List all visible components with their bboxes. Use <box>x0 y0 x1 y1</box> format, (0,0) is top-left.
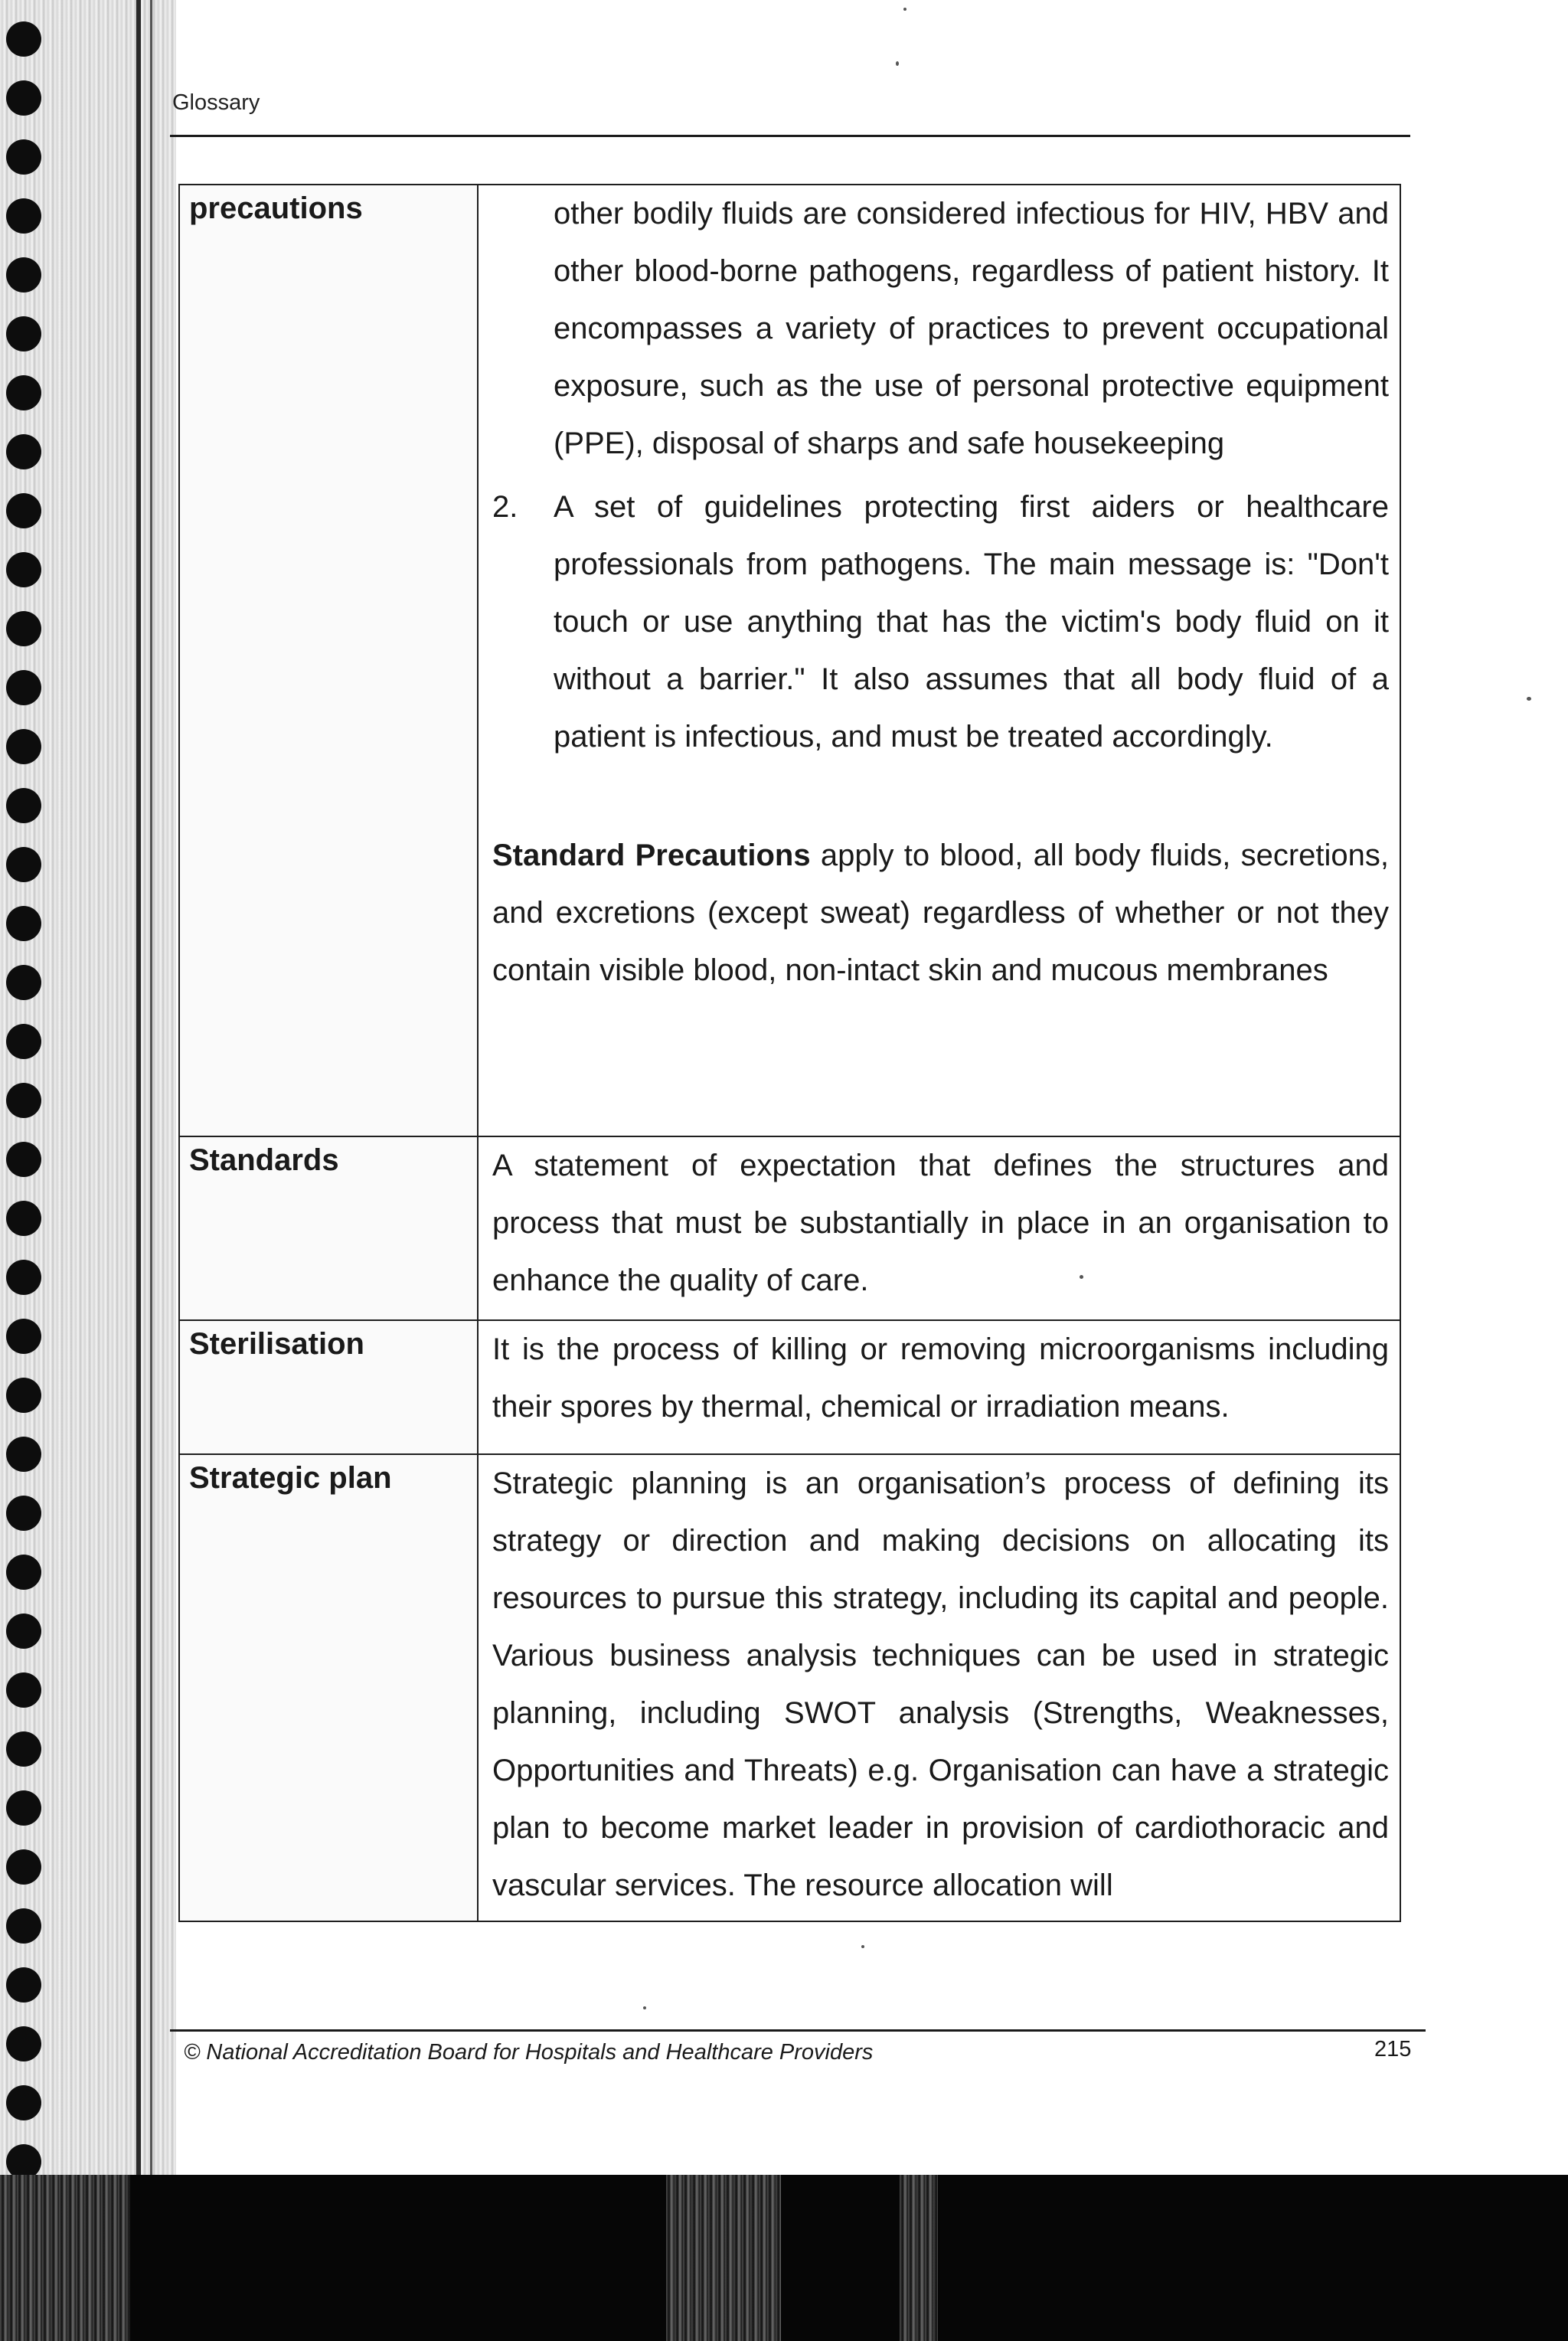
binding-hole <box>6 1849 41 1885</box>
binding-hole <box>6 80 41 116</box>
binding-hole <box>6 1378 41 1413</box>
binding-hole <box>6 139 41 175</box>
binding-spine <box>150 0 152 2175</box>
binding-hole <box>6 1731 41 1767</box>
scan-speck <box>861 1945 864 1948</box>
binding-hole <box>6 1142 41 1177</box>
glossary-definition <box>478 185 1400 1136</box>
binding-hole <box>6 1024 41 1059</box>
binding-hole <box>6 1319 41 1354</box>
standard-precautions-text: apply to blood, all body fluids, secretions, and excretions (except sweat) regardless of whether or not they contain visible blood, non-intact skin and mucous membranes <box>492 839 1389 987</box>
glossary-definition: It is the process of killing or removing microorganisms including their spores by thermal, chemical or irradiation means. <box>478 1320 1400 1454</box>
section-header: Glossary <box>172 90 260 115</box>
binding-hole <box>6 493 41 528</box>
glossary-term-text: Strategic plan <box>189 1461 392 1495</box>
binding-hole <box>6 1790 41 1826</box>
glossary-term <box>179 185 478 1136</box>
binding-hole <box>6 670 41 705</box>
scan-speck <box>1080 1275 1083 1279</box>
binding-hole <box>6 847 41 882</box>
binding-hole <box>6 316 41 351</box>
glossary-term <box>179 1136 478 1320</box>
scan-speck <box>896 61 899 66</box>
scan-speck <box>903 8 906 11</box>
binding-hole <box>6 2026 41 2061</box>
binding-hole <box>6 257 41 293</box>
spacer <box>492 766 1389 827</box>
scan-speck <box>643 2006 646 2009</box>
scan-noise <box>666 2175 781 2341</box>
binding-hole <box>6 1672 41 1708</box>
binding-hole <box>6 1201 41 1236</box>
table-row <box>179 1136 1400 1320</box>
footer-rule <box>170 2029 1426 2032</box>
glossary-term-text: Standards <box>189 1143 339 1177</box>
binding-hole <box>6 21 41 57</box>
table-row <box>179 185 1400 1136</box>
binding-hole <box>6 1083 41 1118</box>
binding-hole <box>6 1967 41 2003</box>
numbered-item <box>492 479 1389 766</box>
binding-hole <box>6 198 41 234</box>
binding-hole <box>6 1496 41 1531</box>
binding-hole <box>6 1260 41 1295</box>
scan-speck <box>1527 697 1531 701</box>
glossary-table <box>178 184 1401 1922</box>
glossary-term <box>179 1454 478 1921</box>
binding-hole <box>6 788 41 823</box>
standard-precautions-heading: Standard Precautions <box>492 839 811 872</box>
binding-hole <box>6 729 41 764</box>
binding-hole <box>6 375 41 410</box>
binding-hole <box>6 1555 41 1590</box>
footer-credit: © National Accreditation Board for Hospitals and Healthcare Providers <box>184 2040 874 2065</box>
binding-hole <box>6 434 41 469</box>
glossary-term <box>179 1320 478 1454</box>
binding-hole <box>6 1908 41 1944</box>
standard-precautions-paragraph <box>492 827 1389 999</box>
glossary-term-text: Sterilisation <box>189 1327 364 1361</box>
binding-hole <box>6 552 41 587</box>
item-text: A set of guidelines protecting first aiders or healthcare professionals from pathogens. The main message is: "Don't touch or use anything that has the victim's body fluid on it without a barrier." It also assumes that all body fluid of a patient is infectious, and must be treated accordingly. <box>554 490 1389 754</box>
scan-band <box>0 2175 1568 2341</box>
binding-hole <box>6 611 41 646</box>
binding-spine <box>136 0 141 2175</box>
binding-hole <box>6 906 41 941</box>
scan-noise <box>0 2175 130 2341</box>
binding-hole <box>6 1614 41 1649</box>
glossary-definition: A statement of expectation that defines the structures and process that must be substantially in place in an organisation to enhance the quality of care. <box>478 1136 1400 1320</box>
item-number: 2. <box>492 490 518 524</box>
glossary-definition: Strategic planning is an organisation’s process of defining its strategy or direction and making decisions on allocating its resources to pursue this strategy, including its capital and people. Various business analysis techniques can be used in strategic planning, including SWOT analysis (Strengths, Weaknesses, Opportunities and Threats) e.g. Organisation can have a strategic plan to become market leader in provision of cardiothoracic and vascular services. The resource allocation will <box>478 1454 1400 1921</box>
table-row <box>179 1320 1400 1454</box>
header-rule <box>170 135 1410 137</box>
scan-noise <box>900 2175 938 2341</box>
binding-hole <box>6 2085 41 2120</box>
table-row <box>179 1454 1400 1921</box>
page-number: 215 <box>1374 2037 1412 2061</box>
definition-continuation: other bodily fluids are considered infectious for HIV, HBV and other blood-borne pathogens, regardless of patient history. It encompasses a variety of practices to prevent occupational exposure, such as the use of personal protective equipment (PPE), disposal of sharps and safe housekeeping <box>554 197 1389 460</box>
binding-hole <box>6 1437 41 1472</box>
binding-hole <box>6 965 41 1000</box>
glossary-term-text: precautions <box>189 191 363 225</box>
